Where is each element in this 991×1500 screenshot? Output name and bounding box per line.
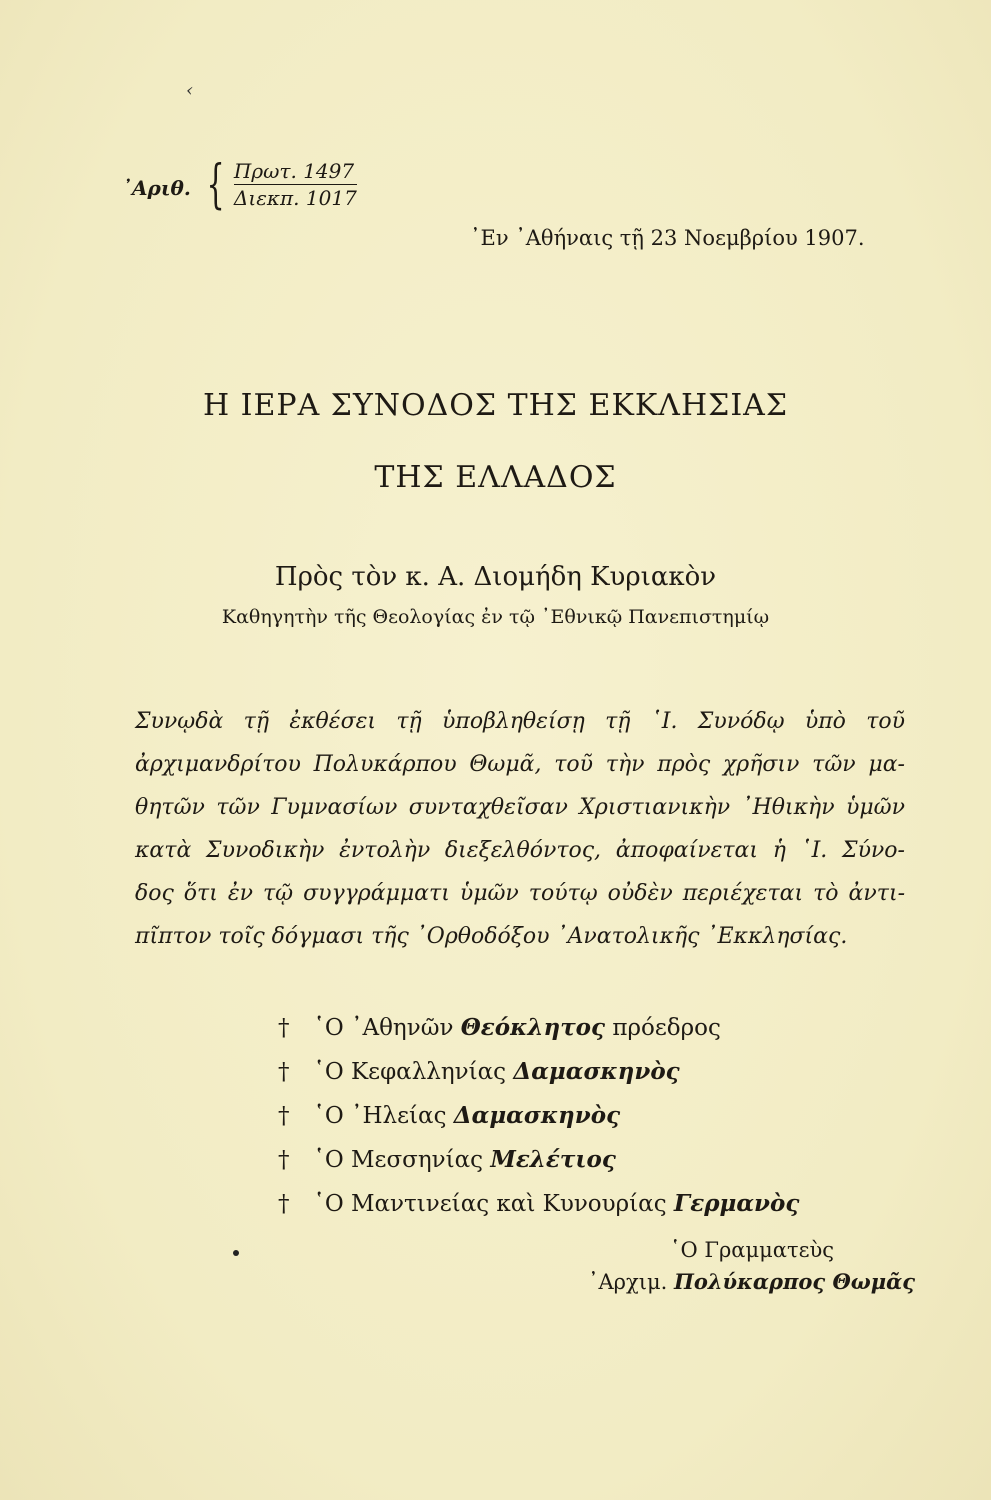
cross-icon: †	[278, 1059, 290, 1085]
reference-lines	[234, 158, 357, 211]
body-line: θητῶν τῶν Γυμνασίων συνταχθεῖσαν Χριστιανικὴν ᾿Ηθικὴν ὑμῶν	[135, 795, 905, 820]
body-line: κατὰ Συνοδικὴν ἐντολὴν διεξελθόντος, ἀποφαίνεται ἡ ῾Ι. Σύνο-	[135, 838, 905, 863]
signatory-name: Δαμασκηνὸς	[513, 1058, 680, 1085]
body-line: πῖπτον τοῖς δόγμασι τῆς ᾿Ορθοδόξου ᾿Ανατολικῆς ᾿Εκκλησίας.	[135, 924, 848, 949]
signatory-see: ῾Ο Μεσσηνίας	[313, 1147, 484, 1173]
signatories-list	[278, 1006, 799, 1226]
cross-icon: †	[278, 1147, 290, 1173]
ink-dot	[233, 1250, 239, 1256]
signatory-see: ῾Ο Μαντινείας καὶ Κυνουρίας	[313, 1191, 667, 1217]
cross-icon: †	[278, 1015, 290, 1041]
secretary-name: Πολύκαρπος Θωμᾶς	[673, 1269, 916, 1294]
signatory	[278, 1050, 799, 1094]
pencil-mark: ‹	[186, 80, 194, 101]
dispatch-number: Διεκπ. 1017	[233, 186, 357, 210]
letter-body	[135, 700, 905, 958]
addressee-name: Πρὸς τὸν κ. Α. Διομήδη Κυριακὸν	[274, 562, 717, 592]
signatory-see: ῾Ο ᾿Ηλείας	[313, 1103, 447, 1129]
protocol-number: Πρωτ. 1497	[234, 158, 357, 185]
signatory-name: Μελέτιος	[490, 1146, 616, 1173]
signatory-name: Δαμασκηνὸς	[453, 1102, 621, 1129]
body-line: ἀρχιμανδρίτου Πολυκάρπου Θωμᾶ, τοῦ τὴν πρὸς χρῆσιν τῶν μα-	[135, 752, 905, 777]
signatory-see: ῾Ο ᾿Αθηνῶν	[313, 1015, 454, 1041]
body-line: δος ὅτι ἐν τῷ συγγράμματι ὑμῶν τούτῳ οὐδὲν περιέχεται τὸ ἀντι-	[135, 881, 905, 906]
brace-icon: {	[206, 154, 225, 215]
signatory	[278, 1006, 799, 1050]
addressee-position: Καθηγητὴν τῆς Θεολογίας ἐν τῷ ᾿Εθνικῷ Πανεπιστημίῳ	[221, 606, 770, 628]
secretary-prefix: ᾿Αρχιμ.	[588, 1270, 668, 1294]
cross-icon: †	[278, 1103, 290, 1129]
title-line-1: Η ΙΕΡΑ ΣΥΝΟΔΟΣ ΤΗΣ ΕΚΚΛΗΣΙΑΣ	[202, 388, 789, 423]
signatory	[278, 1138, 799, 1182]
document-date: ᾿Εν ᾿Αθήναις τῇ 23 Νοεμβρίου 1907.	[470, 226, 865, 250]
signatory-name: Θεόκλητος	[460, 1014, 606, 1041]
reference-numbers	[122, 154, 357, 215]
signatory-name: Γερμανὸς	[673, 1190, 800, 1217]
title-line-2: ΤΗΣ ΕΛΛΑΔΟΣ	[374, 460, 617, 495]
signatory	[278, 1094, 799, 1138]
secretary-signature	[588, 1269, 915, 1294]
signatory-title: πρόεδρος	[612, 1015, 721, 1041]
reference-label: ᾿Αριθ.	[122, 175, 191, 200]
cross-icon: †	[278, 1191, 290, 1217]
signatory	[278, 1182, 799, 1226]
signatory-see: ῾Ο Κεφαλληνίας	[313, 1059, 507, 1085]
body-line: Συνῳδὰ τῇ ἐκθέσει τῇ ὑποβληθείσῃ τῇ ῾Ι. Συνόδῳ ὑπὸ τοῦ	[135, 709, 905, 734]
secretary-title: ῾Ο Γραμματεὺς	[670, 1238, 834, 1262]
